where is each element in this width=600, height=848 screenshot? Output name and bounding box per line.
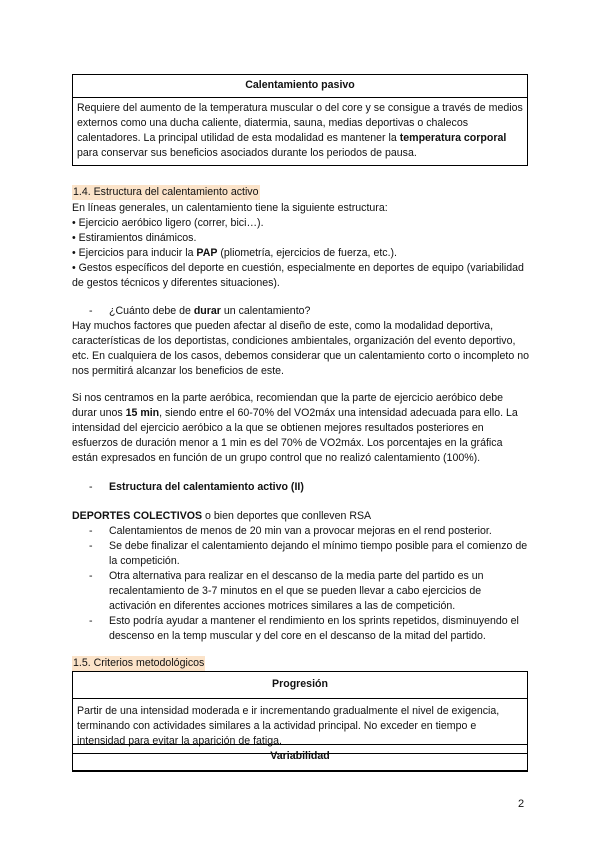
list-item-text: Otra alternativa para realizar en el descanso de la media parte del partido es un recalentamiento de 3-7 minutos en el que se pueden llevar a cabo ejercicios de activación en diferentes acciones motrices similares a las de competición. — [109, 570, 484, 612]
pap-pre: • Ejercicios para inducir la — [72, 247, 197, 259]
section-1-4-body — [72, 201, 530, 291]
team-sports-bold: DEPORTES COLECTIVOS — [72, 510, 203, 522]
dash-marker: - — [89, 540, 93, 552]
list-item-text: Calentamientos de menos de 20 min van a provocar mejoras en el rend posterior. — [109, 525, 492, 537]
passive-text-bold: temperatura corporal — [399, 132, 507, 144]
list-item-text: Se debe finalizar el calentamiento dejando el mínimo tiempo posible para el comienzo de la competición. — [109, 540, 528, 567]
bullet-item: • Estiramientos dinámicos. — [72, 232, 197, 244]
dash-marker: - — [89, 525, 93, 537]
question-bold: durar — [193, 305, 221, 317]
team-sports-rest: o bien deportes que conlleven RSA — [202, 510, 372, 522]
duration-paragraph-2 — [72, 391, 530, 466]
page-number: 2 — [518, 798, 525, 810]
question-post: un calentamiento? — [220, 305, 311, 317]
bullet-item: • Gestos específicos del deporte en cuestión, especialmente en deportes de equipo (variabilidad de gestos técnicos y diferentes situaciones). — [72, 262, 524, 289]
team-sports-line — [72, 509, 530, 524]
bullet-item: • Ejercicio aeróbico ligero (correr, bici…). — [72, 217, 264, 229]
pap-post: (pliometría, ejercicios de fuerza, etc.). — [217, 247, 397, 259]
passive-warmup-box — [72, 74, 528, 166]
question-pre: ¿Cuánto debe de — [109, 305, 194, 317]
progression-box — [72, 671, 528, 754]
dash-marker: - — [89, 615, 93, 627]
list-item — [90, 539, 530, 569]
list-item — [90, 614, 530, 644]
p2-bold: 15 min — [125, 407, 160, 419]
pap-bold: PAP — [196, 247, 218, 259]
section-1-4-intro: En líneas generales, un calentamiento tiene la siguiente estructura: — [72, 202, 388, 214]
team-sports-list — [90, 524, 530, 644]
duration-question — [90, 304, 530, 319]
passive-text-a: Requiere del aumento de la temperatura muscular o del core y se consigue a través de medios externos como una ducha caliente, diatermia, sauna, medias deportivas o chalecos calentadores. La principal utilidad de esta modalidad es mantener la — [77, 102, 523, 144]
variability-box — [72, 744, 528, 772]
passive-warmup-title: Calentamiento pasivo — [73, 75, 527, 98]
dash-marker: - — [89, 305, 93, 317]
list-item-text: Esto podría ayudar a mantener el rendimiento en los sprints repetidos, disminuyendo el descenso en la temp muscular y del core en el descanso de la mitad del partido. — [109, 615, 519, 642]
variability-title: Variabilidad — [73, 745, 527, 771]
p2-b: , siendo entre el 60-70% del VO2máx una intensidad adecuada para ello. La intensidad del ejercicio aeróbico a la que se obtienen mejores resultados posteriores en esfuerzos de duración menor a 1 min es del 70% de VO2máx. Los porcentajes en la gráfica están expresados en función de un grupo control que no realizó calentamiento (100%). — [72, 407, 518, 464]
passive-warmup-text — [73, 98, 527, 165]
dash-marker: - — [89, 570, 93, 582]
duration-paragraph-1: Hay muchos factores que pueden afectar al diseño de este, como la modalidad deportiva, características de los deportistas, condiciones ambientales, organización del evento deportivo, etc. En cualquiera de los casos, debemos considerar que un calentamiento corto o incompleto no nos permitirá alcanzar los beneficios de este. — [72, 320, 529, 377]
section-heading-1-4: 1.4. Estructura del calentamiento activo — [73, 186, 259, 198]
p2-a: Si nos centramos en la parte aeróbica, recomiendan que la parte de ejercicio aeróbico debe durar unos — [72, 392, 504, 419]
dash-marker: - — [89, 481, 93, 493]
section-heading-1-5: 1.5. Criterios metodológicos — [73, 657, 205, 669]
list-item — [90, 524, 530, 539]
progression-title: Progresión — [73, 672, 527, 699]
progression-text: Partir de una intensidad moderada e ir incrementando gradualmente el nivel de exigencia, terminando con actividades similares a la actividad principal. No exceder en tiempo e intensidad para evitar la aparición de fatiga. — [77, 705, 500, 747]
bullet-item-pap — [72, 246, 530, 261]
structure-ii-title: Estructura del calentamiento activo (II) — [109, 481, 304, 493]
passive-text-b: para conservar sus beneficios asociados durante los periodos de pausa. — [77, 147, 417, 159]
list-item — [90, 569, 530, 614]
structure-ii-heading — [90, 480, 530, 495]
